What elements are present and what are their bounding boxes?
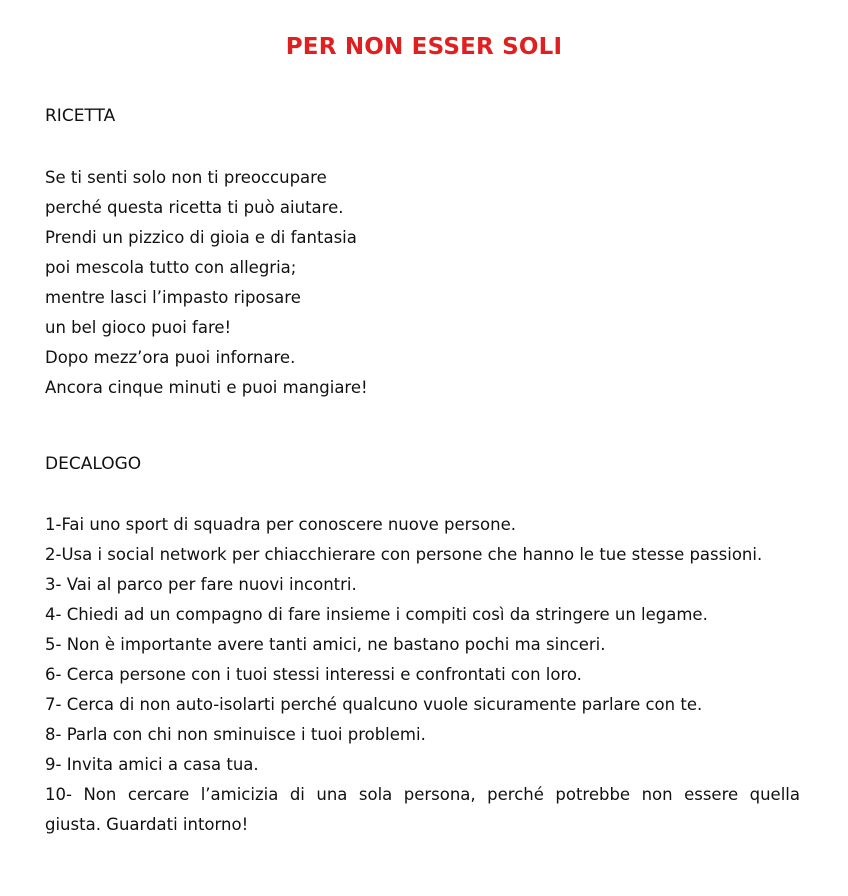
ricetta-heading: RICETTA (45, 106, 116, 126)
decalogo-list (45, 510, 800, 840)
decalogo-item: 9- Invita amici a casa tua. (45, 755, 259, 774)
decalogo-item-continuation: giusta. Guardati intorno! (45, 815, 249, 834)
decalogo-item: 5- Non è importante avere tanti amici, ne bastano pochi ma sinceri. (45, 635, 606, 654)
decalogo-heading: DECALOGO (45, 454, 142, 474)
decalogo-item: 3- Vai al parco per fare nuovi incontri. (45, 575, 357, 594)
decalogo-item: 10- Non cercare l’amicizia di una sola persona, perché potrebbe non essere quella (45, 785, 800, 804)
poem-line: Ancora cinque minuti e puoi mangiare! (45, 378, 368, 397)
poem-line: perché questa ricetta ti può aiutare. (45, 198, 344, 217)
decalogo-item: 6- Cerca persone con i tuoi stessi interessi e confrontati con loro. (45, 665, 582, 684)
poem-line: Prendi un pizzico di gioia e di fantasia (45, 228, 357, 247)
decalogo-item: 1-Fai uno sport di squadra per conoscere nuove persone. (45, 515, 516, 534)
poem-line: poi mescola tutto con allegria; (45, 258, 297, 277)
poem-line: mentre lasci l’impasto riposare (45, 288, 301, 307)
poem-line: un bel gioco puoi fare! (45, 318, 232, 337)
page-title: PER NON ESSER SOLI (285, 34, 563, 60)
poem-line: Dopo mezz’ora puoi infornare. (45, 348, 296, 367)
decalogo-item: 8- Parla con chi non sminuisce i tuoi problemi. (45, 725, 426, 744)
decalogo-item: 4- Chiedi ad un compagno di fare insieme i compiti così da stringere un legame. (45, 605, 708, 624)
ricetta-poem (45, 163, 368, 403)
poem-line: Se ti senti solo non ti preoccupare (45, 168, 327, 187)
decalogo-item: 2-Usa i social network per chiacchierare con persone che hanno le tue stesse passioni. (45, 545, 763, 564)
decalogo-item: 7- Cerca di non auto-isolarti perché qualcuno vuole sicuramente parlare con te. (45, 695, 703, 714)
